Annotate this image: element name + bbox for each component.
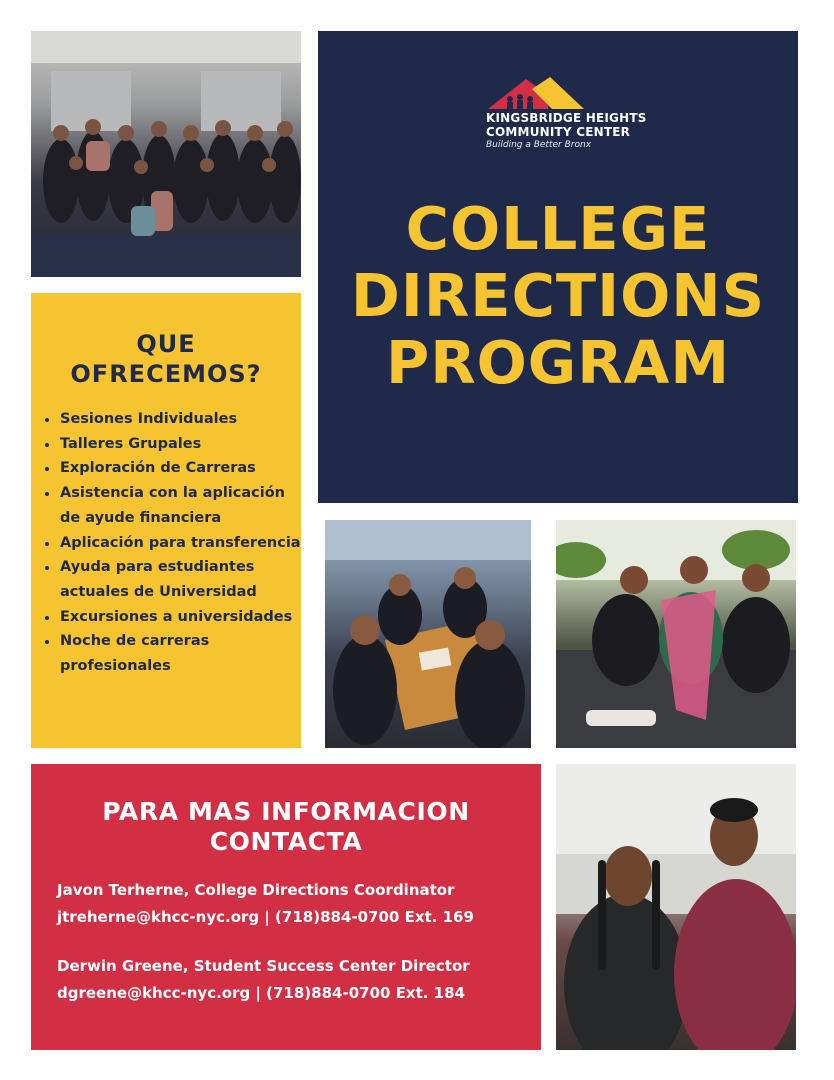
two-women-photo	[556, 764, 796, 1050]
khcc-logo	[486, 75, 666, 151]
students-couch-art	[556, 520, 796, 748]
contact-heading-line-2: CONTACTA	[209, 827, 363, 856]
contact-panel	[31, 764, 541, 1050]
offer-list	[41, 407, 303, 679]
title-line-3: PROGRAM	[385, 328, 731, 397]
two-women-art	[556, 764, 796, 1050]
program-title	[318, 195, 798, 396]
title-line-2: DIRECTIONS	[350, 261, 766, 330]
offer-heading-line-2: OFRECEMOS?	[70, 360, 262, 388]
list-item: Exploración de Carreras	[41, 456, 303, 481]
offer-heading-line-1: QUE	[136, 330, 196, 358]
students-table-photo	[325, 520, 531, 748]
contact-heading	[31, 797, 541, 857]
contact-2-email-phone[interactable]: dgreene@khcc-nyc.org | (718)884-0700 Ext. 184	[57, 984, 465, 1002]
group-photo-art	[31, 31, 301, 277]
house-roof-icon	[486, 75, 586, 111]
list-item: Sesiones Individuales	[41, 407, 303, 432]
list-item: Talleres Grupales	[41, 432, 303, 457]
list-item: Ayuda para estudiantes actuales de Universidad	[41, 555, 303, 604]
offer-panel	[31, 293, 301, 748]
title-line-1: COLLEGE	[405, 194, 711, 263]
students-table-art	[325, 520, 531, 748]
logo-tagline: Building a Better Bronx	[486, 140, 592, 150]
contact-heading-line-1: PARA MAS INFORMACION	[102, 797, 470, 826]
contact-1-name-role: Javon Terherne, College Directions Coordinator	[57, 881, 455, 899]
list-item: Noche de carreras profesionales	[41, 629, 303, 678]
contact-1-email-phone[interactable]: jtreherne@khcc-nyc.org | (718)884-0700 Ext. 169	[57, 908, 474, 926]
list-item: Excursiones a universidades	[41, 605, 303, 630]
logo-line-1: KINGSBRIDGE HEIGHTS	[486, 111, 647, 125]
offer-heading	[31, 329, 301, 389]
contact-2-name-role: Derwin Greene, Student Success Center Director	[57, 957, 470, 975]
group-photo	[31, 31, 301, 277]
logo-line-2: COMMUNITY CENTER	[486, 125, 631, 139]
list-item: Aplicación para transferencia	[41, 531, 303, 556]
list-item: Asistencia con la aplicación de ayude financiera	[41, 481, 303, 530]
title-panel	[318, 31, 798, 503]
students-couch-photo	[556, 520, 796, 748]
